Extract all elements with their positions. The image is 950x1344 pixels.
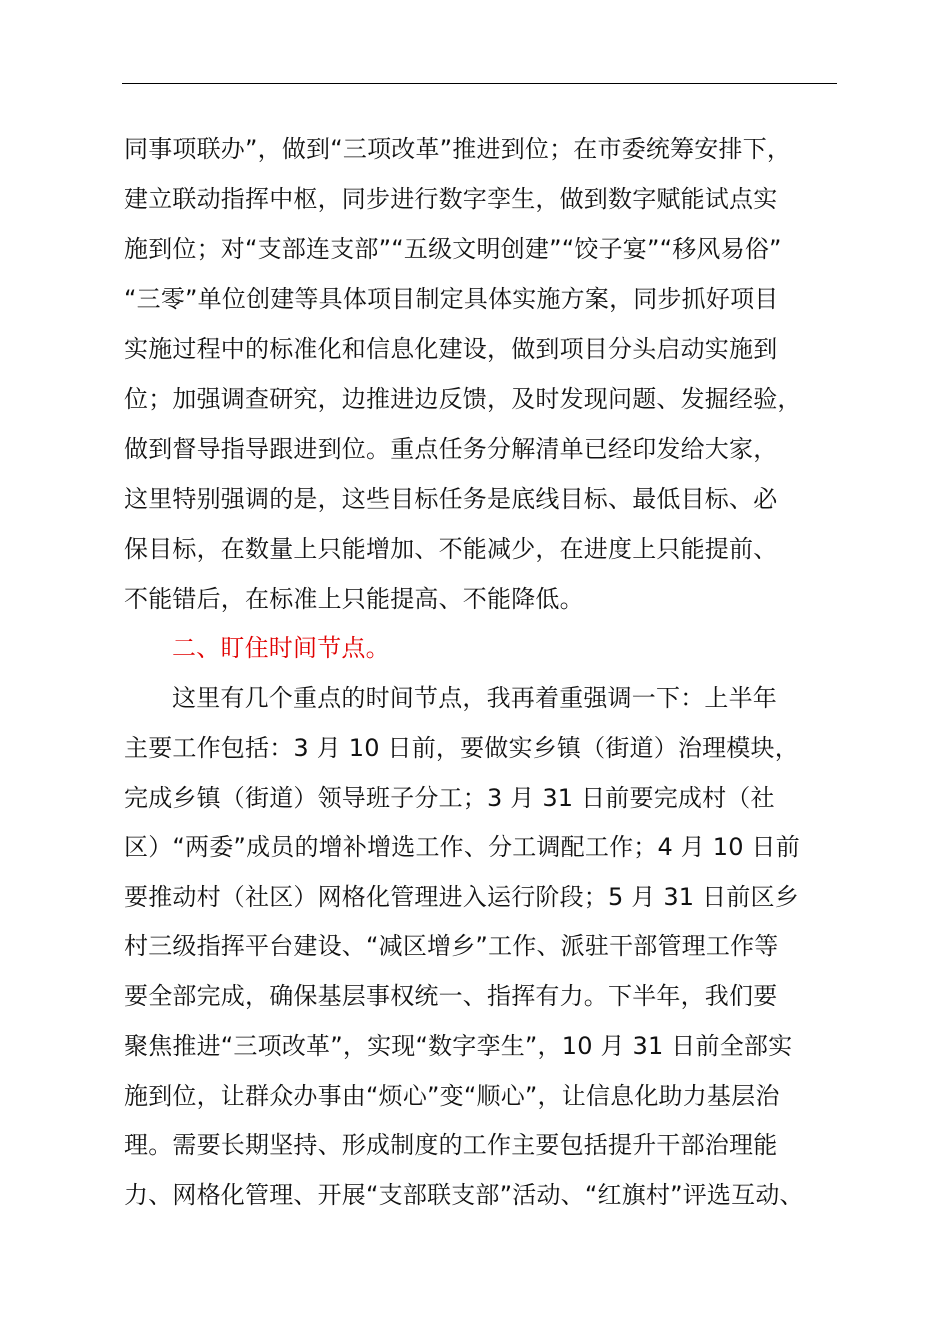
body-line: 区）“两委”成员的增补增选工作、分工调配工作；4 月 10 日前	[124, 833, 800, 861]
body-line: 同事项联办”，做到“三项改革”推进到位；在市委统筹安排下，	[124, 135, 792, 163]
body-line: 做到督导指导跟进到位。重点任务分解清单已经印发给大家，	[124, 435, 778, 463]
body-line: 保目标，在数量上只能增加、不能减少，在进度上只能提前、	[124, 535, 778, 563]
body-line: 施到位；对“支部连支部”“五级文明创建”“饺子宴”“移风易俗”	[124, 235, 782, 263]
body-line: 施到位，让群众办事由“烦心”变“顺心”，让信息化助力基层治	[124, 1082, 780, 1110]
body-line: 要推动村（社区）网格化管理进入运行阶段；5 月 31 日前区乡	[124, 883, 799, 911]
body-line: 理。需要长期坚持、形成制度的工作主要包括提升干部治理能	[124, 1131, 778, 1159]
body-line: 要全部完成，确保基层事权统一、指挥有力。下半年，我们要	[124, 982, 778, 1010]
body-line: 位；加强调查研究，边推进边反馈，及时发现问题、发掘经验，	[124, 385, 802, 413]
body-line: 主要工作包括：3 月 10 日前，要做实乡镇（街道）治理模块，	[124, 734, 799, 762]
body-line: 力、网格化管理、开展“支部联支部”活动、“红旗村”评选互动、	[124, 1181, 804, 1209]
body-line: 这里有几个重点的时间节点，我再着重强调一下：上半年	[172, 684, 777, 712]
body-line: 完成乡镇（街道）领导班子分工；3 月 31 日前要完成村（社	[124, 784, 775, 812]
body-line: 聚焦推进“三项改革”，实现“数字孪生”，10 月 31 日前全部实	[124, 1032, 793, 1060]
body-line: 建立联动指挥中枢，同步进行数字孪生，做到数字赋能试点实	[124, 185, 778, 213]
body-line: 村三级指挥平台建设、“减区增乡”工作、派驻干部管理工作等	[124, 932, 779, 960]
section-heading: 二、盯住时间节点。	[172, 634, 390, 662]
body-line: “三零”单位创建等具体项目制定具体实施方案，同步抓好项目	[124, 285, 779, 313]
body-line: 这里特别强调的是，这些目标任务是底线目标、最低目标、必	[124, 485, 778, 513]
body-line: 不能错后，在标准上只能提高、不能降低。	[124, 585, 584, 613]
header-rule	[122, 83, 837, 84]
body-line: 实施过程中的标准化和信息化建设，做到项目分头启动实施到	[124, 335, 778, 363]
